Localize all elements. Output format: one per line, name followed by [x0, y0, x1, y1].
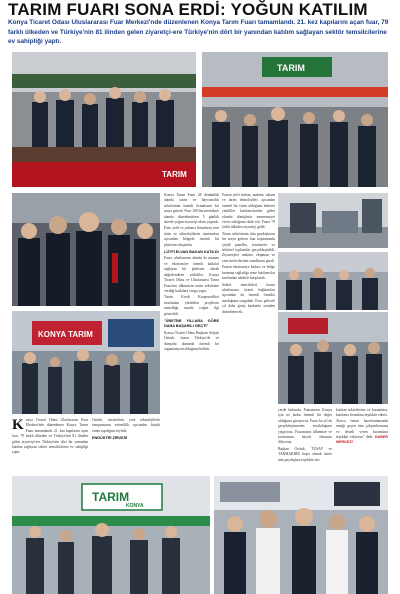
article-paragraph: Fuarın yerli üretim, makine, tohum ve tarım teknolojileri açısından önemli bir vitrin olduğunu belirten yetkililer katılımcılardan gelen olumlu dönüşlerin memnuniyet verici olduğunu ifade etti. Fuara 79 farklı ülkeden ziyaretçi geldi. [222, 193, 275, 230]
article-col-right [222, 193, 275, 474]
article-paragraph: Fuarın ekonomiye katkısı ve bölge tarımına sağladığı ivme katılımcılar tarafından takdirle karşılandı. [222, 265, 275, 281]
article-paragraph: Fuarı, uluslararası alanda da tanınan ve ekonomiye önemli katkılar sağlayan bir platform olarak değerlendiren yetkililer, Konya Ticaret Odası ve Uluslararası Tarım Fuarı'nın ülkemizin tarım sektörüne verdiği katkılara vurgu yaptı. [164, 256, 219, 293]
article-paragraph: yerde bulundu. Fuarımızın Konya için ne kadar önemli bir değer olduğunu görüyoruz. Fuarı bu yıl da gerçekleştirmenin mutluluğunu yaşıyoruz. Fuarımızın ülkemize ve tarımımıza hayırlı olmasını diliyoruz. [278, 408, 332, 445]
article-paragraph: Tarım Kredi Kooperatifleri tarafından yürütülen projelerin tanıtıldığı standa yoğun ilgi gösterildi. [164, 295, 219, 316]
photo4-banner-text: KONYA TARIM [38, 330, 93, 339]
article-paragraph: Başkan Öztürk, TÜSAF ve TARMAKBİR başta olmak üzere tüm paydaşlara teşekkür etti. [278, 446, 332, 462]
subhead-endustri: ENDÜSTRİ ZİRVESİ [92, 436, 128, 441]
photo1-banner-text: TARIM [162, 170, 187, 179]
article-paragraph: Sektör temsilcileri fuarın uluslararası ticaret bağlantıları açısından da önemli fırsatlar sunduğunu vurguladı. Fuar, gelecek yıl daha geniş katılımla yeniden düzenlenecek. [222, 282, 275, 314]
article-paragraph: Konya Tarım Fuarı 28 dönümlük alanda tarım ve hayvancılık sektörünün önemli firmalarını bir araya getirdi. Fuar 100 bin metrekare alanda düzenlenirken 5 günlük sürede yoğun ziyaretçi akını yaşandı. [164, 193, 219, 225]
photo-tarim-stand [12, 476, 210, 594]
photo-exhibition-stand [12, 311, 160, 414]
photo-visitors [278, 312, 388, 404]
article-paragraph: Fuar, yerli ve yabancı firmaların yeni ürün ve teknolojilerini tanıtmaları açısından bölgede önemli bir platform oluşturdu. [164, 226, 219, 247]
dropcap: K [12, 418, 24, 433]
article-col-left [12, 418, 88, 474]
article-paragraph: Tarım sektörünün tüm paydaşlarını bir araya getiren fuar kapsamında çeşitli paneller, seminerler ve sektörel toplantılar gerçekleştirildi. Ziyaretçiler makine, ekipman ve yem üreticilerinin standlarını gezdi. [222, 231, 275, 263]
photo-bottom-banner-text: TARIM [92, 490, 130, 504]
article-paragraph: Konya Ticaret Odası Uluslararası Fuar Merkezi'nde düzenlenen Konya Tarım Fuarı tamamlandı. 21. kez kapılarını açan fuar, 79 farklı ülkeden ve Türkiye'nin 81 ilinden gelen ziyaretçi-ere Türkiye'nin dört bir yanından katılım sağlayan sektör temsilcilerine ev sahipliği yaptı. [12, 418, 88, 455]
article-paragraph: Konya Ticaret Odası Başkanı Selçuk Öztürk, fuarın Türkiye'de ve dünyada alanında önemli bir organizasyon olduğunu belirtti. [164, 330, 219, 351]
article-col-end2 [336, 408, 388, 474]
subhead-uretim: "ÜRETİMİ YILLARA GÖRE DAHA BAŞARILI GEÇTİ" [164, 318, 219, 329]
deck: Konya Ticaret Odası Uluslararası Fuar Merkezi'nde düzenlenen Konya Tarım Fuarı tamamlandı. 21. kez kapılarını açan fuar, 79 farklı ülkeden ve Türkiye'nin 81 ilinden gelen ziyaretçi-ere Türkiye'nin dört bir yanından katılım sağlayan sektör temsilcilerine ev sahipliği yaptı. [8, 19, 389, 45]
photo2-banner-text: TARIM [277, 63, 305, 73]
article-paragraph: katılım sektörlerine ve kurumlara, katılımcı firmalara teşekkür ederiz. Ayrıca fuarın hazırlanmasında emeği geçen tüm çalışanlarımıza ve destek veren kurumlara teşekkür ediyoruz" dedi. HABER MERKEZİ [336, 408, 388, 445]
article-col-end1 [278, 408, 332, 474]
photo-opening-ceremony [12, 52, 196, 187]
photo-bottom-sub-text: KONYA [126, 503, 144, 509]
headline: TARIM FUARI SONA ERDİ: YOĞUN KATILIM [8, 0, 368, 19]
signature: HABER MERKEZİ [336, 435, 388, 445]
article-col-mid [164, 193, 219, 474]
photo-machinery-display [278, 193, 388, 248]
photo-officials-group [12, 193, 160, 306]
photo-group-smiling [214, 476, 388, 594]
photo-meeting [278, 252, 388, 310]
article-col-mid-bottom [92, 418, 160, 474]
article-paragraph: Öztürk, üreticilerin yeni teknolojilerle tanışmasının verimlilik açısından büyük önem taşıdığını söyledi. [92, 418, 160, 433]
photo-fair-hall [202, 52, 388, 187]
subhead-lutfi-elvan: LÜTFİ ELVAN BAKAN KATILDI [164, 250, 219, 255]
